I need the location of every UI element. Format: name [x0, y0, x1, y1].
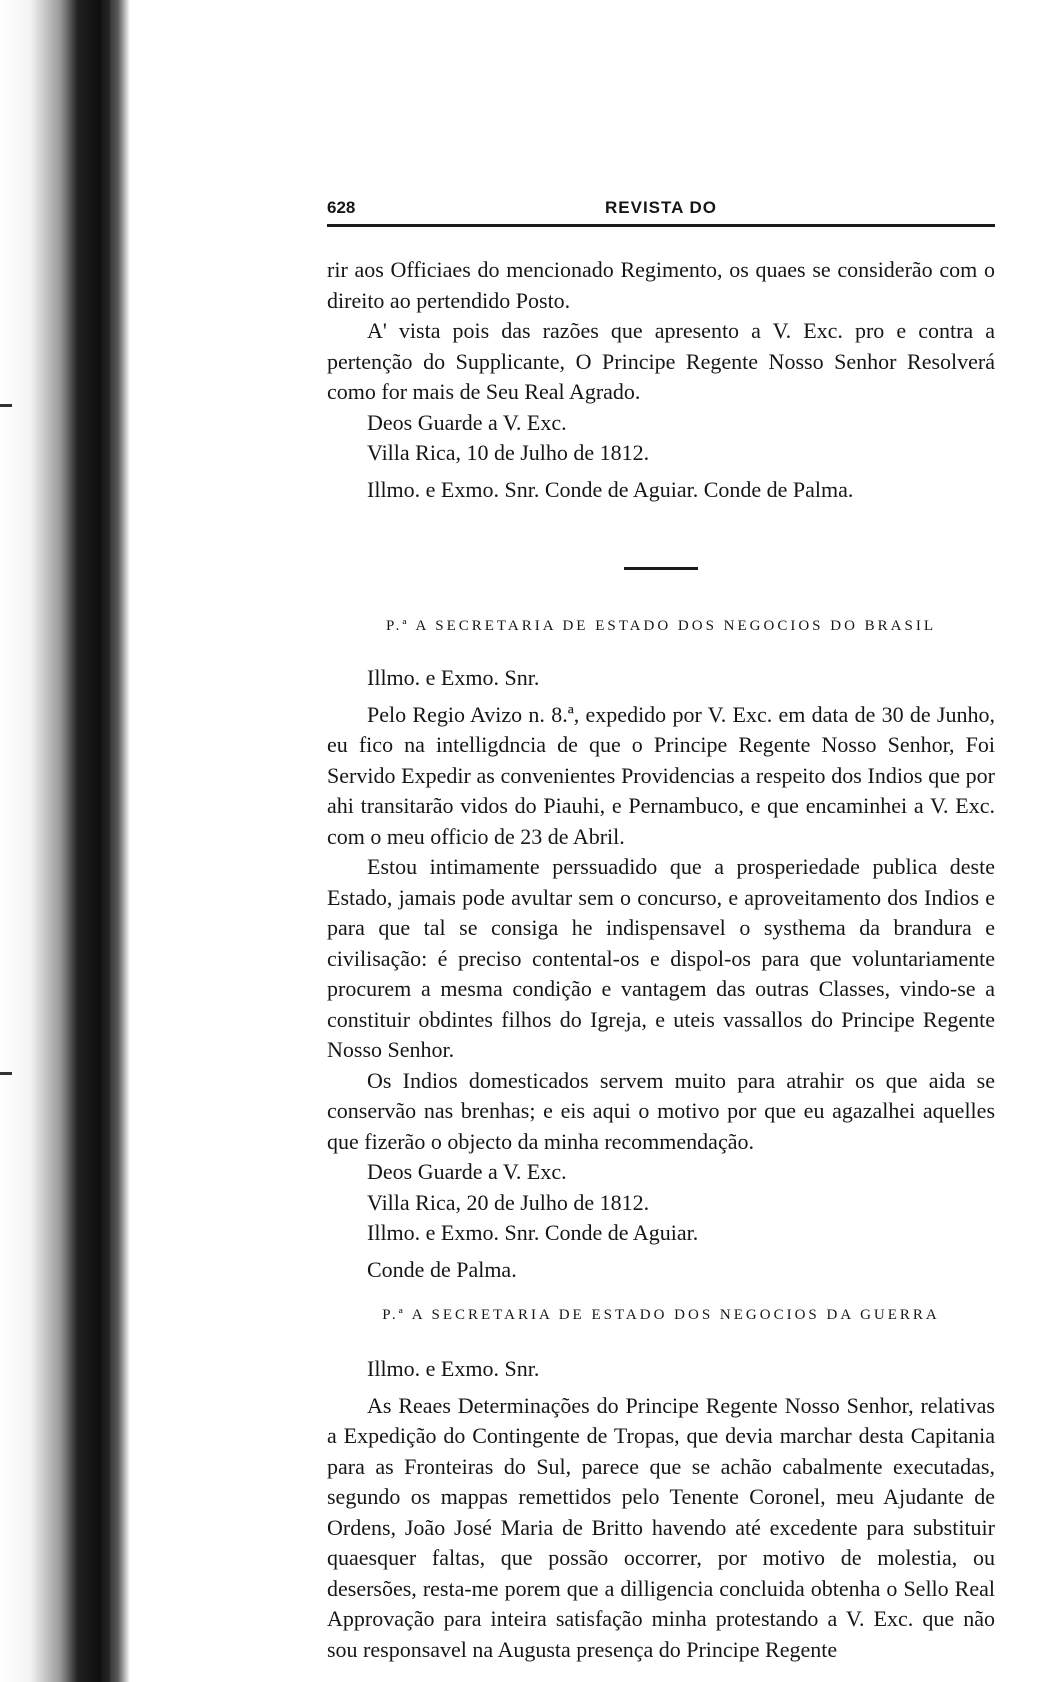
running-title: REVISTA DO — [604, 198, 717, 217]
running-head — [327, 198, 995, 222]
paragraph: rir aos Officiaes do mencionado Regimento, os quaes se considerão com o direito ao pertendido Posto. — [327, 257, 995, 313]
paragraph: Estou intimamente perssuadido que a prosperiedade publica deste Estado, jamais pode avultar sem o concurso, e aproveitamento dos Indios e para que tal se consiga he indispensavel o systhema da brandura e civilisação: é preciso contental-os e dispol-os para que voluntariamente procurem a mesma condição e vantagem das outras Classes, vindo-se a constituir obdintes filhos do Igreja, e uteis vassallos do Principe Regente Nosso Senhor. — [327, 854, 995, 1062]
closing-formula: Deos Guarde a V. Exc. — [367, 1159, 567, 1184]
addressee: Illmo. e Exmo. Snr. Conde de Aguiar. — [367, 1220, 699, 1245]
salutation: Illmo. e Exmo. Snr. — [367, 665, 540, 690]
binding-shadow — [104, 0, 110, 1682]
letter-heading: P.ª A SECRETARIA DE ESTADO DOS NEGOCIOS DA GUERRA — [382, 1307, 940, 1323]
place-date: Villa Rica, 20 de Julho de 1812. — [367, 1189, 650, 1215]
place-date: Villa Rica, 10 de Julho de 1812. — [367, 440, 650, 465]
addressee-signature: Illmo. e Exmo. Snr. Conde de Aguiar. Conde de Palma. — [367, 476, 854, 502]
paragraph: As Reaes Determinações do Principe Regente Nosso Senhor, relativas a Expedição do Contingente de Tropas, que devia marchar desta Capitania para as Fronteiras do Sul, parece que se achão cabalmente executadas, segundo os mappas remettidos pelo Tenente Coronel, meu Ajudante de Ordens, João José Maria de Britto havendo até excedente para substituir quaesquer faltas, que possão occorrer, por motivo de molestia, ou desersões, resta-me porem que a dilligencia concluida obtenha o Sello Real Approvação para inteira satisfação minha protestando a V. Exc. que não sou responsavel na Augusta presença do Principe Regente — [327, 1392, 995, 1662]
margin-mark — [0, 1072, 12, 1075]
page-number: 628 — [327, 198, 356, 217]
book-binding-edge — [0, 0, 130, 1682]
book-page — [327, 198, 995, 1682]
section-divider — [624, 567, 698, 570]
salutation: Illmo. e Exmo. Snr. — [367, 1356, 540, 1381]
letter-2 — [327, 618, 995, 1285]
letter-heading: P.ª A SECRETARIA DE ESTADO DOS NEGOCIOS DO BRASIL — [385, 618, 937, 634]
paragraph: Pelo Regio Avizo n. 8.ª, expedido por V. Exc. em data de 30 de Junho, eu fico na intelligdncia de que o Principe Regente Nosso Senhor, Foi Servido Expedir as convenientes Providencias a respeito dos Indios que por ahi transitarão vidos do Piauhi, e Pernambuco, e que encaminhei a V. Exc. com o meu officio de 23 de Abril. — [327, 701, 995, 849]
margin-mark — [0, 404, 12, 407]
signature: Conde de Palma. — [367, 1256, 517, 1282]
header-rule — [327, 224, 995, 227]
letter-1 — [327, 255, 995, 505]
closing-formula: Deos Guarde a V. Exc. — [367, 409, 567, 435]
paragraph: A' vista pois das razões que apresento a V. Exc. pro e contra a pertenção do Supplicante, O Principe Regente Nosso Senhor Resolverá como for mais de Seu Real Agrado. — [327, 318, 995, 404]
letter-3 — [327, 1307, 995, 1665]
paragraph: Os Indios domesticados servem muito para atrahir os que aida se conservão nas brenhas; e eis aqui o motivo por que eu agazalhei aquelles que fizerão o objecto da minha recommendação. — [327, 1067, 995, 1154]
